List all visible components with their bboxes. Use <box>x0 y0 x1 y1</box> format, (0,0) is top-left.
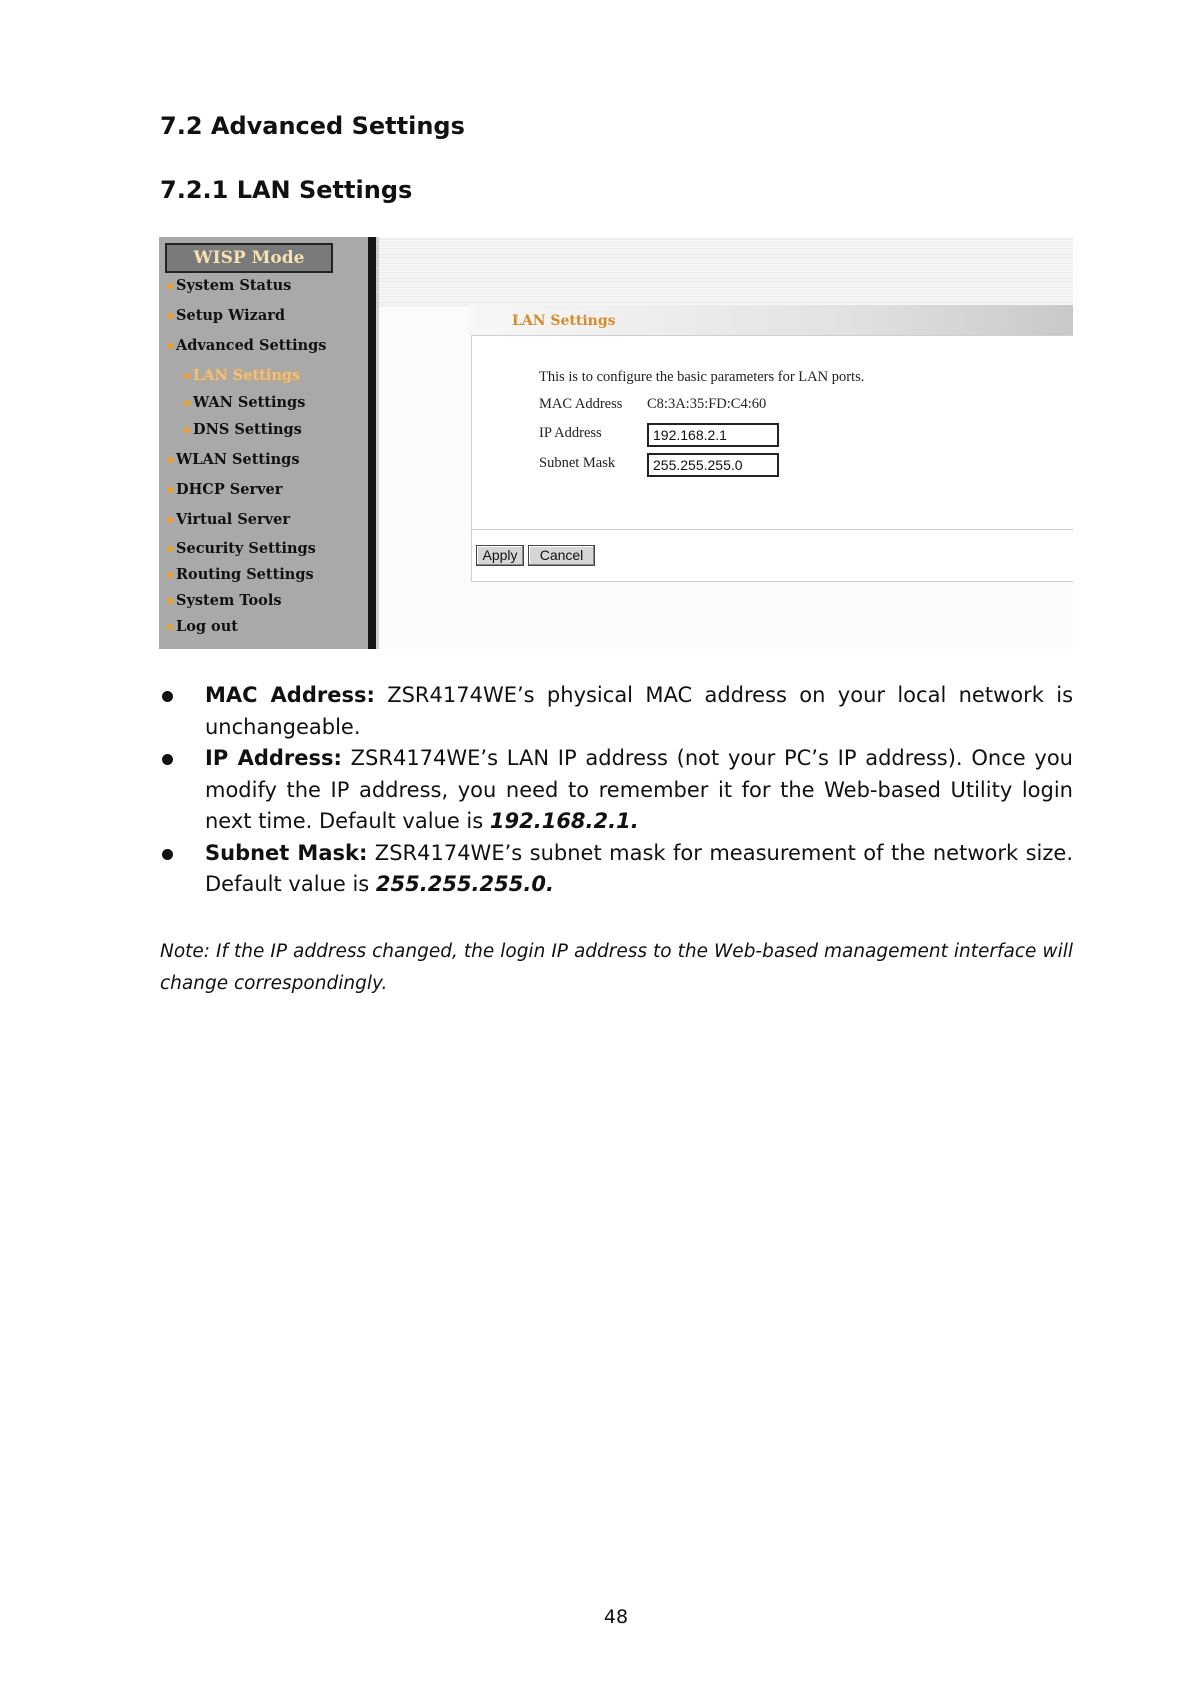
nav-item-security-settings[interactable]: Security Settings <box>167 540 316 557</box>
section-heading: 7.2 Advanced Settings <box>160 112 465 140</box>
sidebar-divider <box>368 237 376 649</box>
bullet-icon <box>167 598 173 604</box>
nav-item-advanced-settings[interactable]: Advanced Settings <box>167 337 326 354</box>
nav-item-dhcp-server[interactable]: DHCP Server <box>167 481 282 498</box>
panel-description: This is to configure the basic parameters for LAN ports. <box>539 369 865 385</box>
bullet-icon <box>167 283 173 289</box>
nav-item-log-out[interactable]: Log out <box>167 618 238 635</box>
subnet-mask-input[interactable]: 255.255.255.0 <box>647 453 779 477</box>
bullet-icon <box>167 517 173 523</box>
list-item: MAC Address: ZSR4174WE’s physical MAC address on your local network is unchangeable. <box>160 680 1073 743</box>
bullet-icon <box>167 624 173 630</box>
ip-address-input[interactable]: 192.168.2.1 <box>647 423 779 447</box>
bullet-icon <box>184 427 190 433</box>
lan-settings-screenshot <box>159 237 1073 649</box>
page-number: 48 <box>603 1606 629 1628</box>
nav-item-system-tools[interactable]: System Tools <box>167 592 282 609</box>
header-stripe <box>379 237 1073 307</box>
bullet-icon <box>167 487 173 493</box>
subsection-heading: 7.2.1 LAN Settings <box>160 176 413 204</box>
nav-item-system-status[interactable]: System Status <box>167 277 291 294</box>
mac-address-label: MAC Address <box>539 396 623 412</box>
panel-title: LAN Settings <box>512 313 616 329</box>
nav-item-dns-settings[interactable]: DNS Settings <box>184 421 302 438</box>
bullet-icon <box>162 754 173 765</box>
nav-item-lan-settings[interactable]: LAN Settings <box>184 367 300 384</box>
mode-title: WISP Mode <box>165 243 333 273</box>
bullet-icon <box>162 691 173 702</box>
ip-address-label: IP Address <box>539 425 602 441</box>
cancel-button[interactable]: Cancel <box>528 545 595 566</box>
bullet-icon <box>167 457 173 463</box>
bullet-icon <box>162 849 173 860</box>
panel-divider <box>471 529 1073 530</box>
bullet-icon <box>167 572 173 578</box>
nav-item-virtual-server[interactable]: Virtual Server <box>167 511 290 528</box>
sidebar <box>159 237 376 649</box>
nav-item-wlan-settings[interactable]: WLAN Settings <box>167 451 299 468</box>
bullet-icon <box>167 546 173 552</box>
subnet-mask-label: Subnet Mask <box>539 455 616 471</box>
field-descriptions <box>160 680 1073 901</box>
nav-item-setup-wizard[interactable]: Setup Wizard <box>167 307 285 324</box>
bullet-icon <box>167 343 173 349</box>
apply-button[interactable]: Apply <box>476 545 524 566</box>
note-text: Note: If the IP address changed, the login IP address to the Web-based management interface will change correspondingly. <box>160 941 1073 994</box>
bullet-icon <box>184 400 190 406</box>
list-item: IP Address: ZSR4174WE’s LAN IP address (not your PC’s IP address). Once you modify the IP address, you need to remember it for the Web-based Utility login next time. Default value is 192.168.2.1. <box>160 743 1073 838</box>
bullet-icon <box>184 373 190 379</box>
bullet-icon <box>167 313 173 319</box>
list-item: Subnet Mask: ZSR4174WE’s subnet mask for measurement of the network size. Default value is 255.255.255.0. <box>160 838 1073 901</box>
nav-item-routing-settings[interactable]: Routing Settings <box>167 566 314 583</box>
nav-item-wan-settings[interactable]: WAN Settings <box>184 394 305 411</box>
mac-address-value: C8:3A:35:FD:C4:60 <box>647 396 767 412</box>
